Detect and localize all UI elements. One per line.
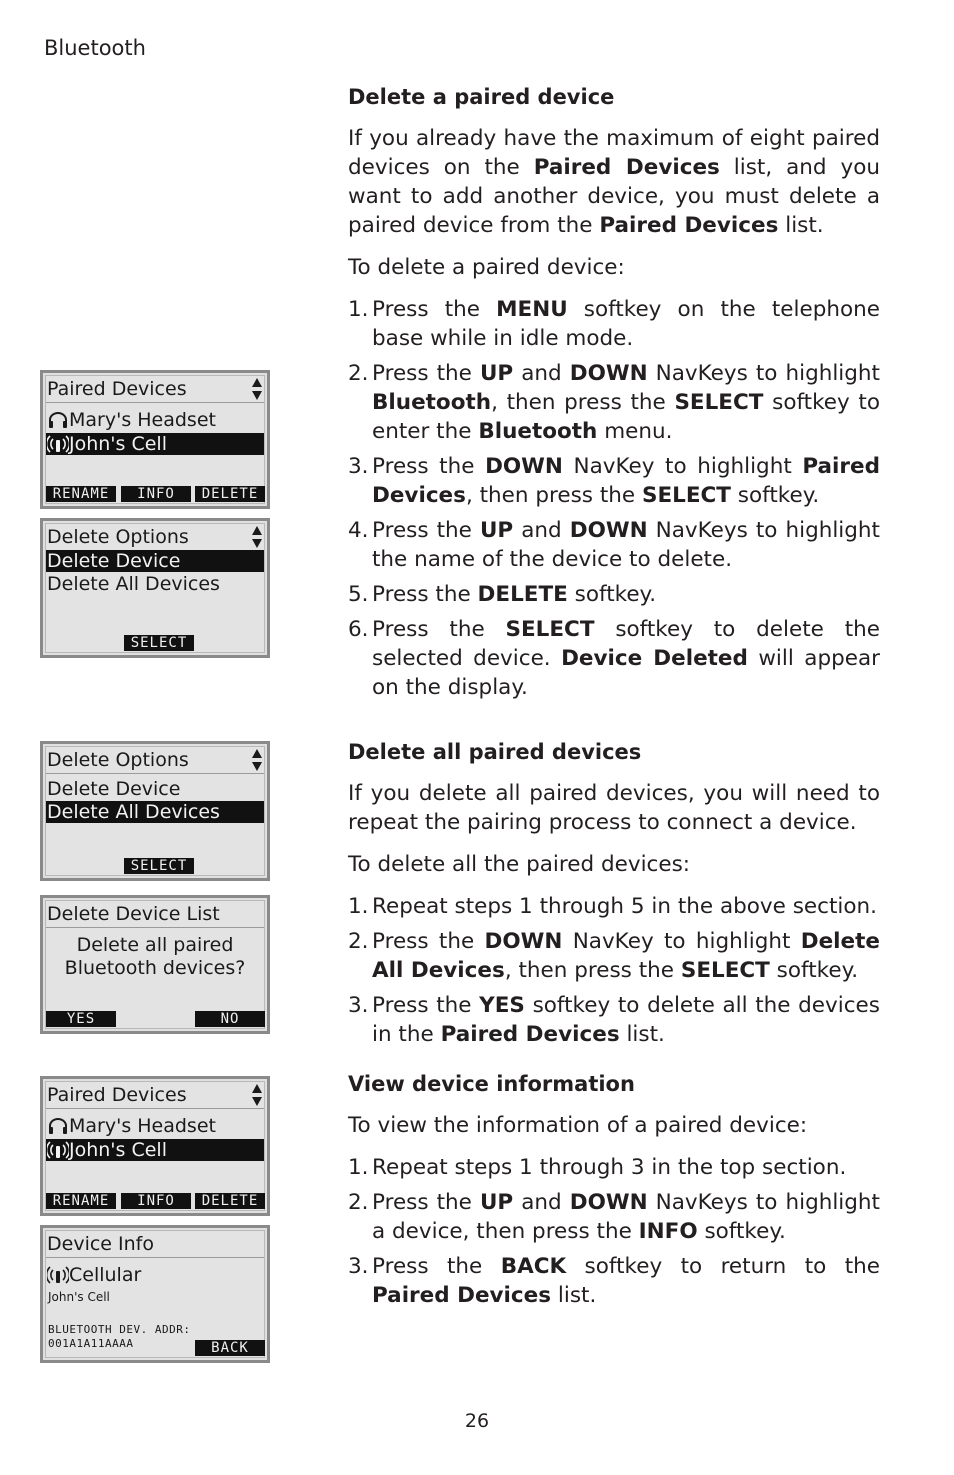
address-label: BLUETOOTH DEV. ADDR: <box>48 1323 191 1336</box>
confirm-text-line1: Delete all paired <box>76 934 234 956</box>
section-intro: If you already have the maximum of eight paired devices on the Paired Devices list, and you want to add another device, you must delete a paired device from the Paired Devices list. <box>348 126 880 238</box>
section-delete-paired-device <box>348 84 880 708</box>
steps-list <box>348 1153 880 1310</box>
step-number: 3. <box>348 1254 369 1279</box>
list-item-selected[interactable]: John's Cell <box>46 1139 264 1161</box>
step-item: 2. Press the UP and DOWN NavKeys to highlight a device, then press the INFO softkey. <box>348 1190 880 1244</box>
confirm-text-line2: Bluetooth devices? <box>64 957 246 979</box>
screen-title: Delete Options <box>47 526 189 548</box>
list-item[interactable]: Delete All Devices <box>47 573 220 595</box>
list-item[interactable]: Mary's Headset <box>46 409 264 431</box>
screen-title: Paired Devices <box>46 1082 264 1109</box>
screen-title: Device Info <box>46 1231 264 1258</box>
screen-title: Delete Options <box>46 747 264 774</box>
rename-softkey[interactable]: RENAME <box>46 1193 116 1209</box>
select-softkey[interactable]: SELECT <box>124 635 194 651</box>
list-item-selected[interactable]: Delete All Devices <box>46 801 264 823</box>
step-item: 1. Press the MENU softkey on the telephone base while in idle mode. <box>348 297 880 351</box>
headset-icon <box>47 411 69 429</box>
device-name: John's Cell <box>48 1290 110 1304</box>
scroll-arrows-icon <box>251 525 263 549</box>
step-number: 3. <box>348 454 369 479</box>
scroll-arrows-icon <box>251 748 263 772</box>
step-number: 2. <box>348 1190 369 1215</box>
step-number: 2. <box>348 929 369 954</box>
section-lead: To delete a paired device: <box>348 255 625 280</box>
delete-softkey[interactable]: DELETE <box>195 486 265 502</box>
step-item: 2. Press the UP and DOWN NavKeys to highlight Bluetooth, then press the SELECT softkey to enter the Bluetooth menu. <box>348 361 880 444</box>
page-number: 26 <box>464 1410 490 1432</box>
step-number: 6. <box>348 617 369 642</box>
step-number: 3. <box>348 993 369 1018</box>
section-intro: If you delete all paired devices, you will need to repeat the pairing process to connect a device. <box>348 781 880 835</box>
yes-softkey[interactable]: YES <box>46 1011 116 1027</box>
step-number: 5. <box>348 582 369 607</box>
no-softkey[interactable]: NO <box>195 1011 265 1027</box>
lcd-delete-device-list <box>40 895 270 1034</box>
section-heading: View device information <box>348 1072 635 1096</box>
section-lead: To delete all the paired devices: <box>348 852 691 877</box>
step-item: 1. Repeat steps 1 through 3 in the top section. <box>348 1155 847 1180</box>
cellphone-icon <box>47 1141 69 1159</box>
section-view-device-info <box>348 1071 880 1316</box>
list-item[interactable]: Mary's Headset <box>46 1115 264 1137</box>
headset-icon <box>47 1117 69 1135</box>
steps-list <box>348 892 880 1049</box>
step-item: 3. Press the DOWN NavKey to highlight Paired Devices, then press the SELECT softkey. <box>348 454 880 508</box>
step-number: 1. <box>348 1155 369 1180</box>
screen-title: Delete Device List <box>46 901 264 928</box>
scroll-arrows-icon <box>251 1083 263 1107</box>
info-softkey[interactable]: INFO <box>121 486 191 502</box>
screen-title: Paired Devices <box>46 376 264 403</box>
list-item[interactable]: Delete Device <box>47 778 181 800</box>
step-number: 1. <box>348 297 369 322</box>
cellphone-icon <box>47 435 69 453</box>
list-item-selected[interactable]: Delete Device <box>46 550 264 572</box>
section-delete-all-paired <box>348 739 880 1055</box>
section-heading: Delete a paired device <box>348 85 615 109</box>
step-number: 1. <box>348 894 369 919</box>
select-softkey[interactable]: SELECT <box>124 858 194 874</box>
scroll-arrows-icon <box>251 377 263 401</box>
cellphone-icon <box>47 1266 69 1284</box>
list-item-selected[interactable]: John's Cell <box>46 433 264 455</box>
info-softkey[interactable]: INFO <box>121 1193 191 1209</box>
steps-list <box>348 295 880 702</box>
section-lead: To view the information of a paired device: <box>348 1113 808 1138</box>
lcd-delete-options <box>40 518 270 658</box>
rename-softkey[interactable]: RENAME <box>46 486 116 502</box>
step-item: 6. Press the SELECT softkey to delete the selected device. Device Deleted will appear on the display. <box>348 617 880 700</box>
step-number: 4. <box>348 518 369 543</box>
step-item: 2. Press the DOWN NavKey to highlight Delete All Devices, then press the SELECT softkey. <box>348 929 880 983</box>
device-type: Cellular <box>46 1264 264 1286</box>
lcd-paired-devices <box>40 370 270 509</box>
step-item: 3. Press the YES softkey to delete all the devices in the Paired Devices list. <box>348 993 880 1047</box>
step-item: 1. Repeat steps 1 through 5 in the above section. <box>348 894 877 919</box>
address-value: 001A1A11AAAA <box>48 1337 134 1350</box>
page-header: Bluetooth <box>44 36 146 60</box>
step-item: 5. Press the DELETE softkey. <box>348 582 657 607</box>
lcd-paired-devices <box>40 1076 270 1216</box>
step-item: 3. Press the BACK softkey to return to the Paired Devices list. <box>348 1254 880 1308</box>
delete-softkey[interactable]: DELETE <box>195 1193 265 1209</box>
step-number: 2. <box>348 361 369 386</box>
back-softkey[interactable]: BACK <box>195 1340 265 1356</box>
lcd-delete-options <box>40 741 270 881</box>
step-item: 4. Press the UP and DOWN NavKeys to highlight the name of the device to delete. <box>348 518 880 572</box>
section-heading: Delete all paired devices <box>348 740 642 764</box>
lcd-device-info <box>40 1225 270 1363</box>
